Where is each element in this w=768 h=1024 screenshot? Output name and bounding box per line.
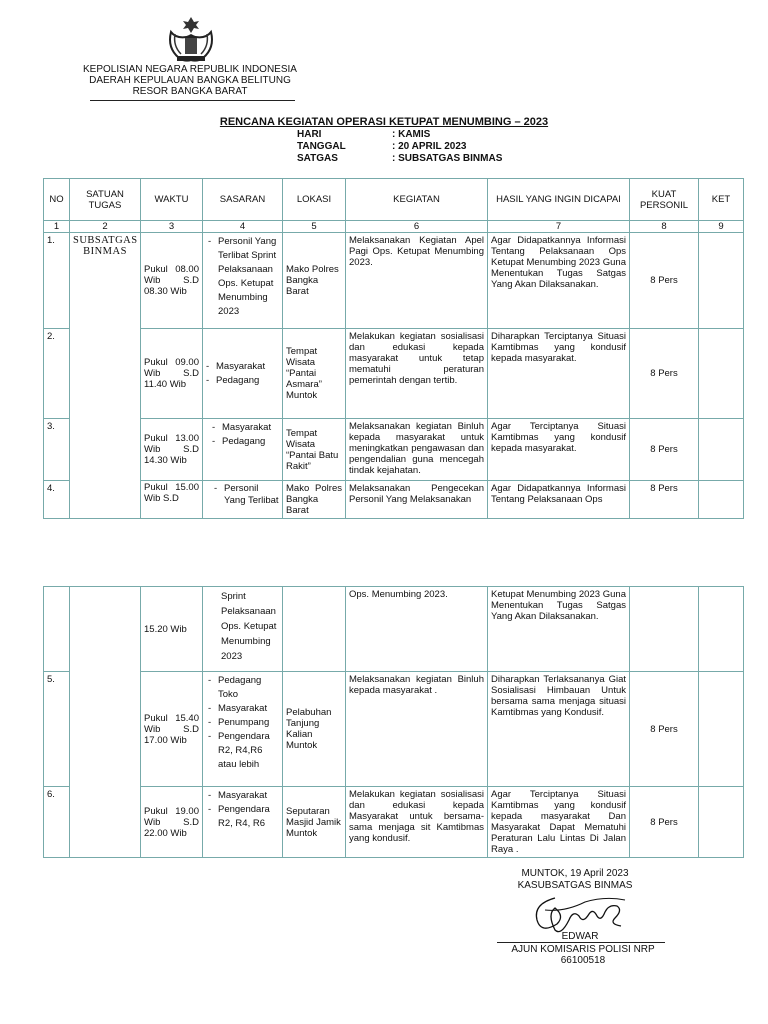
sasaran-item: - Masyarakat bbox=[218, 789, 279, 803]
row-lokasi: Mako Polres Bangka Barat bbox=[283, 481, 346, 519]
row-waktu: Pukul 15.00 Wib S.D bbox=[141, 481, 203, 519]
header-personil: KUAT PERSONIL bbox=[630, 179, 699, 221]
row-kegiatan: Melaksanakan Kegiatan Apel Pagi Ops. Ketupat Menumbing 2023. bbox=[346, 233, 488, 329]
header-waktu: WAKTU bbox=[141, 179, 203, 221]
letterhead-line3: RESOR BANGKA BARAT bbox=[132, 86, 248, 97]
signature-position: KASUBSATGAS BINMAS bbox=[517, 880, 633, 891]
col-number: 6 bbox=[346, 221, 488, 233]
row-ket bbox=[699, 329, 744, 419]
row-sasaran bbox=[203, 787, 283, 858]
row-waktu: Pukul 15.40 Wib S.D 17.00 Wib bbox=[141, 672, 203, 787]
sasaran-item: - Pengendara R2, R4,R6 atau lebih bbox=[218, 730, 279, 772]
row-hasil: Agar Terciptanya Situasi Kamtibmas yang kondusif kepada masyarakat. bbox=[488, 419, 630, 481]
row-hasil: Diharapkan Terlaksananya Giat Sosialisasi Himbauan Untuk bersama sama menjaga situasi Kamtibmas yang Kondusif. bbox=[488, 672, 630, 787]
header-no: NO bbox=[44, 179, 70, 221]
activity-table bbox=[43, 178, 744, 519]
row-no: 5. bbox=[44, 672, 70, 787]
letterhead-divider bbox=[90, 100, 295, 101]
row-ket bbox=[699, 481, 744, 519]
row-waktu: Pukul 09.00 Wib S.D 11.40 Wib bbox=[141, 329, 203, 419]
row-sasaran bbox=[203, 481, 283, 519]
row-sasaran bbox=[203, 672, 283, 787]
satuan-tugas-cell bbox=[70, 587, 141, 858]
row-hasil: Diharapkan Terciptanya Situasi Kamtibmas yang kondusif kepada masyarakat. bbox=[488, 329, 630, 419]
row-hasil: Agar Didapatkannya Informasi Tentang Pelaksanaan Ops Ketupat Menumbing 2023 Guna Menentukan Tugas Satgas Yang Akan Dilaksanakan. bbox=[488, 233, 630, 329]
header-hasil: HASIL YANG INGIN DICAPAI bbox=[488, 179, 630, 221]
col-number: 5 bbox=[283, 221, 346, 233]
col-number: 8 bbox=[630, 221, 699, 233]
row-personil bbox=[630, 587, 699, 672]
row-ket bbox=[699, 419, 744, 481]
column-number-row bbox=[44, 221, 744, 233]
sasaran-item: - Masyarakat bbox=[222, 421, 279, 435]
letterhead-line2: DAERAH KEPULAUAN BANGKA BELITUNG bbox=[89, 75, 291, 86]
signature-rank: AJUN KOMISARIS POLISI NRP 66100518 bbox=[511, 944, 655, 966]
table-row bbox=[44, 329, 744, 419]
table-row bbox=[44, 481, 744, 519]
col-number: 1 bbox=[44, 221, 70, 233]
sasaran-item: - Masyarakat bbox=[216, 360, 279, 374]
activity-table-continued bbox=[43, 586, 744, 858]
meta-value: : SUBSATGAS BINMAS bbox=[392, 153, 503, 164]
document-title: RENCANA KEGIATAN OPERASI KETUPAT MENUMBING – 2023 bbox=[219, 116, 549, 128]
row-personil: 8 Pers bbox=[630, 481, 699, 519]
table-row bbox=[44, 419, 744, 481]
table-row bbox=[44, 672, 744, 787]
police-emblem-icon bbox=[165, 14, 217, 64]
row-kegiatan: Melakukan kegiatan sosialisasi dan edukasi kepada Masyarakat untuk bersama-sama menjaga sit Kamtibmas yang kondusif. bbox=[346, 787, 488, 858]
row-personil: 8 Pers bbox=[630, 329, 699, 419]
row-lokasi: Tempat Wisata “Pantai Batu Rakit” bbox=[283, 419, 346, 481]
row-lokasi bbox=[283, 587, 346, 672]
row-ket bbox=[699, 587, 744, 672]
row-lokasi: Tempat Wisata “Pantai Asmara” Muntok bbox=[283, 329, 346, 419]
row-waktu: Pukul 19.00 Wib S.D 22.00 Wib bbox=[141, 787, 203, 858]
row-sasaran bbox=[203, 329, 283, 419]
table-header-row bbox=[44, 179, 744, 221]
table-row bbox=[44, 233, 744, 329]
signature-divider bbox=[497, 942, 665, 943]
header-sasaran: SASARAN bbox=[203, 179, 283, 221]
letterhead bbox=[60, 64, 320, 97]
sasaran-item: - Pedagang bbox=[216, 374, 279, 388]
meta-value: : 20 APRIL 2023 bbox=[392, 141, 467, 152]
row-personil: 8 Pers bbox=[630, 787, 699, 858]
sasaran-item: - Penumpang bbox=[218, 716, 279, 730]
signature-place-date: MUNTOK, 19 April 2023 bbox=[521, 868, 629, 879]
row-hasil: Agar Didapatkannya Informasi Tentang Pelaksanaan Ops bbox=[488, 481, 630, 519]
row-ket bbox=[699, 787, 744, 858]
meta-key: SATGAS bbox=[297, 153, 338, 164]
sasaran-item: - Personil Yang Terlibat bbox=[224, 483, 279, 507]
col-number: 4 bbox=[203, 221, 283, 233]
meta-value: : KAMIS bbox=[392, 129, 431, 140]
header-satuan: SATUAN TUGAS bbox=[70, 179, 141, 221]
row-sasaran bbox=[203, 233, 283, 329]
row-no: 6. bbox=[44, 787, 70, 858]
row-kegiatan: Melakukan kegiatan sosialisasi dan edukasi kepada masyarakat untuk tetap mematuhi peraturan pemerintah dengan tertib. bbox=[346, 329, 488, 419]
row-no: 4. bbox=[44, 481, 70, 519]
letterhead-line1: KEPOLISIAN NEGARA REPUBLIK INDONESIA bbox=[83, 64, 297, 75]
row-ket bbox=[699, 233, 744, 329]
row-ket bbox=[699, 672, 744, 787]
row-no: 1. bbox=[44, 233, 70, 329]
signature-name: EDWAR bbox=[561, 931, 599, 942]
sasaran-item: - Personil Yang Terlibat Sprint Pelaksanaan Ops. Ketupat Menumbing 2023 bbox=[218, 235, 279, 319]
header-kegiatan: KEGIATAN bbox=[346, 179, 488, 221]
row-no bbox=[44, 587, 70, 672]
meta-key: HARI bbox=[297, 129, 322, 140]
row-personil: 8 Pers bbox=[630, 672, 699, 787]
header-ket: KET bbox=[699, 179, 744, 221]
row-lokasi: Seputaran Masjid Jamik Muntok bbox=[283, 787, 346, 858]
sasaran-item: - Masyarakat bbox=[218, 702, 279, 716]
col-number: 9 bbox=[699, 221, 744, 233]
row-kegiatan: Melaksanakan Pengecekan Personil Yang Melaksanakan bbox=[346, 481, 488, 519]
table-row bbox=[44, 587, 744, 672]
row-waktu: 15.20 Wib bbox=[141, 587, 203, 672]
meta-key: TANGGAL bbox=[297, 141, 346, 152]
row-hasil: Agar Terciptanya Situasi Kamtibmas yang kondusif kepada masyarakat Dan Masyarakat Dapat Mematuhi Peraturan Lalu Lintas Di Jalan Raya . bbox=[488, 787, 630, 858]
sasaran-item: - Pedagang bbox=[222, 435, 279, 449]
row-personil: 8 Pers bbox=[630, 233, 699, 329]
row-hasil: Ketupat Menumbing 2023 Guna Menentukan Tugas Satgas Yang Akan Dilaksanakan. bbox=[488, 587, 630, 672]
sasaran-item: - Pengendara R2, R4, R6 bbox=[218, 803, 279, 831]
row-sasaran bbox=[203, 419, 283, 481]
col-number: 7 bbox=[488, 221, 630, 233]
col-number: 2 bbox=[70, 221, 141, 233]
col-number: 3 bbox=[141, 221, 203, 233]
satuan-tugas-cell: SUBSATGAS BINMAS bbox=[70, 233, 141, 519]
row-no: 3. bbox=[44, 419, 70, 481]
table-row bbox=[44, 787, 744, 858]
header-lokasi: LOKASI bbox=[283, 179, 346, 221]
row-kegiatan: Ops. Menumbing 2023. bbox=[346, 587, 488, 672]
row-kegiatan: Melaksanakan kegiatan Binluh kepada masyarakat untuk meningkatkan pengawasan dan pengendalian guna mencegah tindak kejahatan. bbox=[346, 419, 488, 481]
row-waktu: Pukul 08.00 Wib S.D 08.30 Wib bbox=[141, 233, 203, 329]
row-lokasi: Pelabuhan Tanjung Kalian Muntok bbox=[283, 672, 346, 787]
row-personil: 8 Pers bbox=[630, 419, 699, 481]
sasaran-item: - Pedagang Toko bbox=[218, 674, 279, 702]
row-waktu: Pukul 13.00 Wib S.D 14.30 Wib bbox=[141, 419, 203, 481]
row-no: 2. bbox=[44, 329, 70, 419]
row-sasaran: Sprint Pelaksanaan Ops. Ketupat Menumbing 2023 bbox=[203, 587, 283, 672]
row-kegiatan: Melaksanakan kegiatan Binluh kepada masyarakat . bbox=[346, 672, 488, 787]
row-lokasi: Mako Polres Bangka Barat bbox=[283, 233, 346, 329]
